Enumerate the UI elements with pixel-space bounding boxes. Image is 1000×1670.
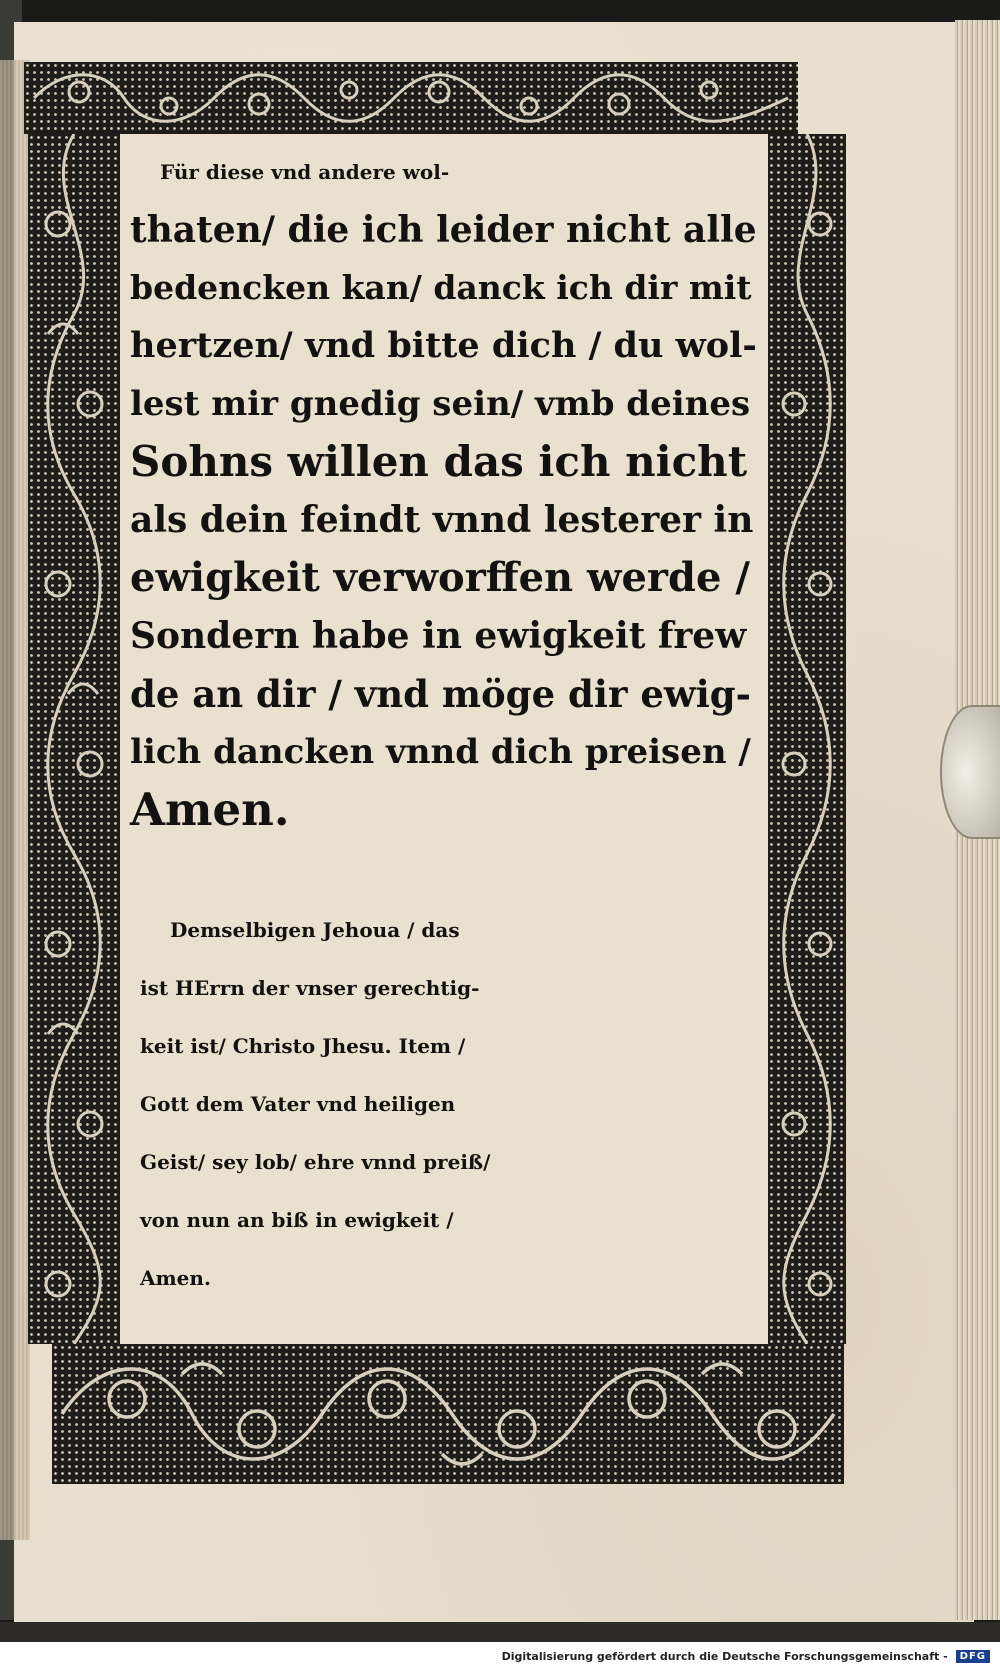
text-line: Demselbigen Jehoua / das: [170, 918, 460, 942]
text-line: thaten/ die ich leider nicht alle: [130, 209, 757, 251]
text-line: lich dancken vnnd dich preisen /: [130, 732, 751, 772]
text-line: Für diese vnd andere wol-: [160, 160, 450, 184]
text-line: als dein feindt vnnd lesterer in: [130, 499, 754, 541]
ornamental-border-left: [28, 134, 120, 1344]
dfg-logo-icon: DFG: [956, 1650, 990, 1663]
scan-bottom-edge: [0, 1622, 1000, 1642]
text-line: keit ist/ Christo Jhesu. Item /: [140, 1034, 466, 1058]
digitization-footer: [0, 1642, 1000, 1670]
ornamental-border-right: [768, 134, 846, 1344]
text-line: von nun an biß in ewigkeit /: [140, 1208, 454, 1232]
text-line: ist HErrn der vnser gerechtig-: [140, 976, 480, 1000]
text-line: Amen.: [140, 1266, 211, 1290]
text-line: bedencken kan/ danck ich dir mit: [130, 268, 752, 307]
text-panel: [120, 134, 768, 1344]
book-clasp: [940, 705, 1000, 839]
footer-credit: Digitalisierung gefördert durch die Deutsche Forschungsgemeinschaft -: [501, 1649, 948, 1663]
vine-ornament-icon: [768, 134, 846, 1344]
left-page-edge: [0, 60, 30, 1540]
text-line: Sondern habe in ewigkeit frew: [130, 615, 747, 657]
text-line: Gott dem Vater vnd heiligen: [140, 1092, 456, 1116]
scroll-ornament-icon: [24, 62, 798, 134]
scroll-ornament-icon: [52, 1344, 844, 1484]
text-line: Geist/ sey lob/ ehre vnnd preiß/: [140, 1150, 491, 1174]
ornamental-border-bottom: [52, 1344, 844, 1484]
text-line: ewigkeit verworffen werde /: [130, 554, 750, 601]
text-line: lest mir gnedig sein/ vmb deines: [130, 384, 751, 424]
ornamental-border-top: [24, 62, 798, 134]
text-line: de an dir / vnd möge dir ewig-: [130, 672, 751, 716]
text-line: Sohns willen das ich nicht: [130, 437, 748, 486]
vine-ornament-icon: [28, 134, 120, 1344]
text-line: Amen.: [130, 783, 290, 836]
text-line: hertzen/ vnd bitte dich / du wol-: [130, 325, 757, 366]
